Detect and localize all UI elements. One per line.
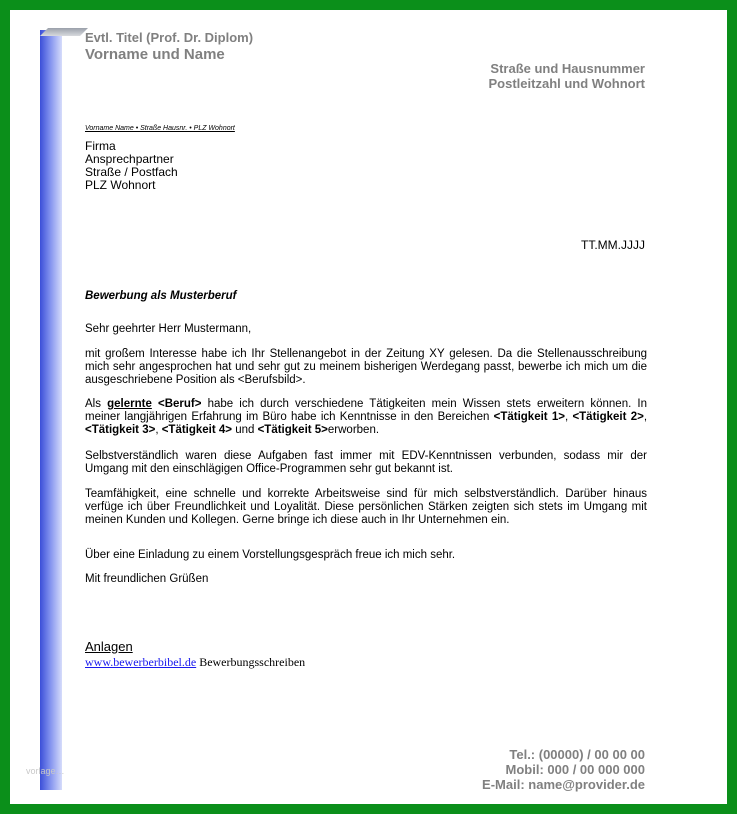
recipient-company: Firma [85,139,116,153]
p2-taetigkeit-5: <Tätigkeit 5> [257,424,328,436]
p2-taetigkeit-2: <Tätigkeit 2> [572,411,644,423]
letter-subject: Bewerbung als Musterberuf [85,290,237,302]
attachments-suffix: Bewerbungsschreiben [196,655,306,669]
attachments-label: Anlagen [85,639,133,654]
p2-sep-2: , [643,411,648,423]
sender-city: Postleitzahl und Wohnort [488,76,645,91]
paragraph-experience [85,398,647,437]
recipient-contact: Ansprechpartner [85,152,174,166]
recipient-street: Straße / Postfach [85,165,178,179]
p2-sep-3: , [155,424,162,436]
letter-date: TT.MM.JJJJ [581,238,645,252]
paragraph-invitation-text: Über eine Einladung zu einem Vorstellungsgespräch freue ich mich sehr. [85,549,456,561]
paragraph-intro [85,348,647,387]
salutation: Sehr geehrter Herr Mustermann, [85,323,252,335]
p2-gelernte: gelernte [107,398,152,410]
p2-taetigkeit-1: <Tätigkeit 1> [493,411,565,423]
paragraph-strengths-text: Teamfähigkeit, eine schnelle und korrekte Arbeitsweise sind für mich selbstverständlich. Darüber hinaus verfüge ich über Freundlichkeit und Loyalität. Diese persönlichen Stärken zeigten sich stets im Umgang mit meinen Kunden und Kollegen. Gerne bringe ich diese auch in Ihr Unternehmen ein. [85,488,647,526]
paragraph-intro-text: mit großem Interesse habe ich Ihr Stellenangebot in der Zeitung XY gelesen. Da die Stellenausschreibung mich sehr angesprochen hat und sehr gut zu meinem bisherigen Werdegang passt, bewerbe ich mich um die ausgeschriebene Position als <Berufsbild>. [85,348,647,386]
decorative-bar-cap [40,28,88,36]
recipient-city: PLZ Wohnort [85,178,156,192]
p2-taetigkeit-4: <Tätigkeit 4> [161,424,233,436]
p2-text-a: Als [85,398,108,410]
return-address-line: Vorname Name • Straße Hausnr. • PLZ Wohnort [85,125,235,132]
document-page [10,10,727,804]
p2-text-e: habe ich durch verschiedene Tätigkeiten mein Wissen stets erweitern können. In meiner langjährigen Erfahrung im Büro habe ich Kenntnisse in den Bereichen [85,398,648,423]
paragraph-edv-text: Selbstverständlich waren diese Aufgaben fast immer mit EDV-Kenntnissen verbunden, sodass mir der Umgang mit den einschlägigen Office-Programmen sehr gut bekannt ist. [85,450,647,475]
sender-title: Evtl. Titel (Prof. Dr. Diplom) [85,30,254,45]
attachments-line [85,655,305,670]
paragraph-edv [85,450,647,476]
closing: Mit freundlichen Grüßen [85,573,209,585]
p2-sep-4: und [232,424,258,436]
contact-phone: Tel.: (00000) / 00 00 00 [509,747,645,762]
contact-email: E-Mail: name@provider.de [482,777,645,792]
contact-mobile: Mobil: 000 / 00 000 000 [505,762,645,777]
paragraph-invitation [85,549,647,562]
paragraph-strengths [85,488,647,527]
watermark: vorlage… [26,766,65,776]
p2-beruf: <Beruf> [157,398,202,410]
p2-sep-1: , [564,411,573,423]
p2-end: erworben. [327,424,380,436]
bewerberbibel-link[interactable]: www.bewerberbibel.de [85,655,197,669]
sender-street: Straße und Hausnummer [490,61,645,76]
p2-taetigkeit-3: <Tätigkeit 3> [85,424,156,436]
sender-name: Vorname und Name [85,46,225,63]
decorative-side-bar [40,30,62,790]
